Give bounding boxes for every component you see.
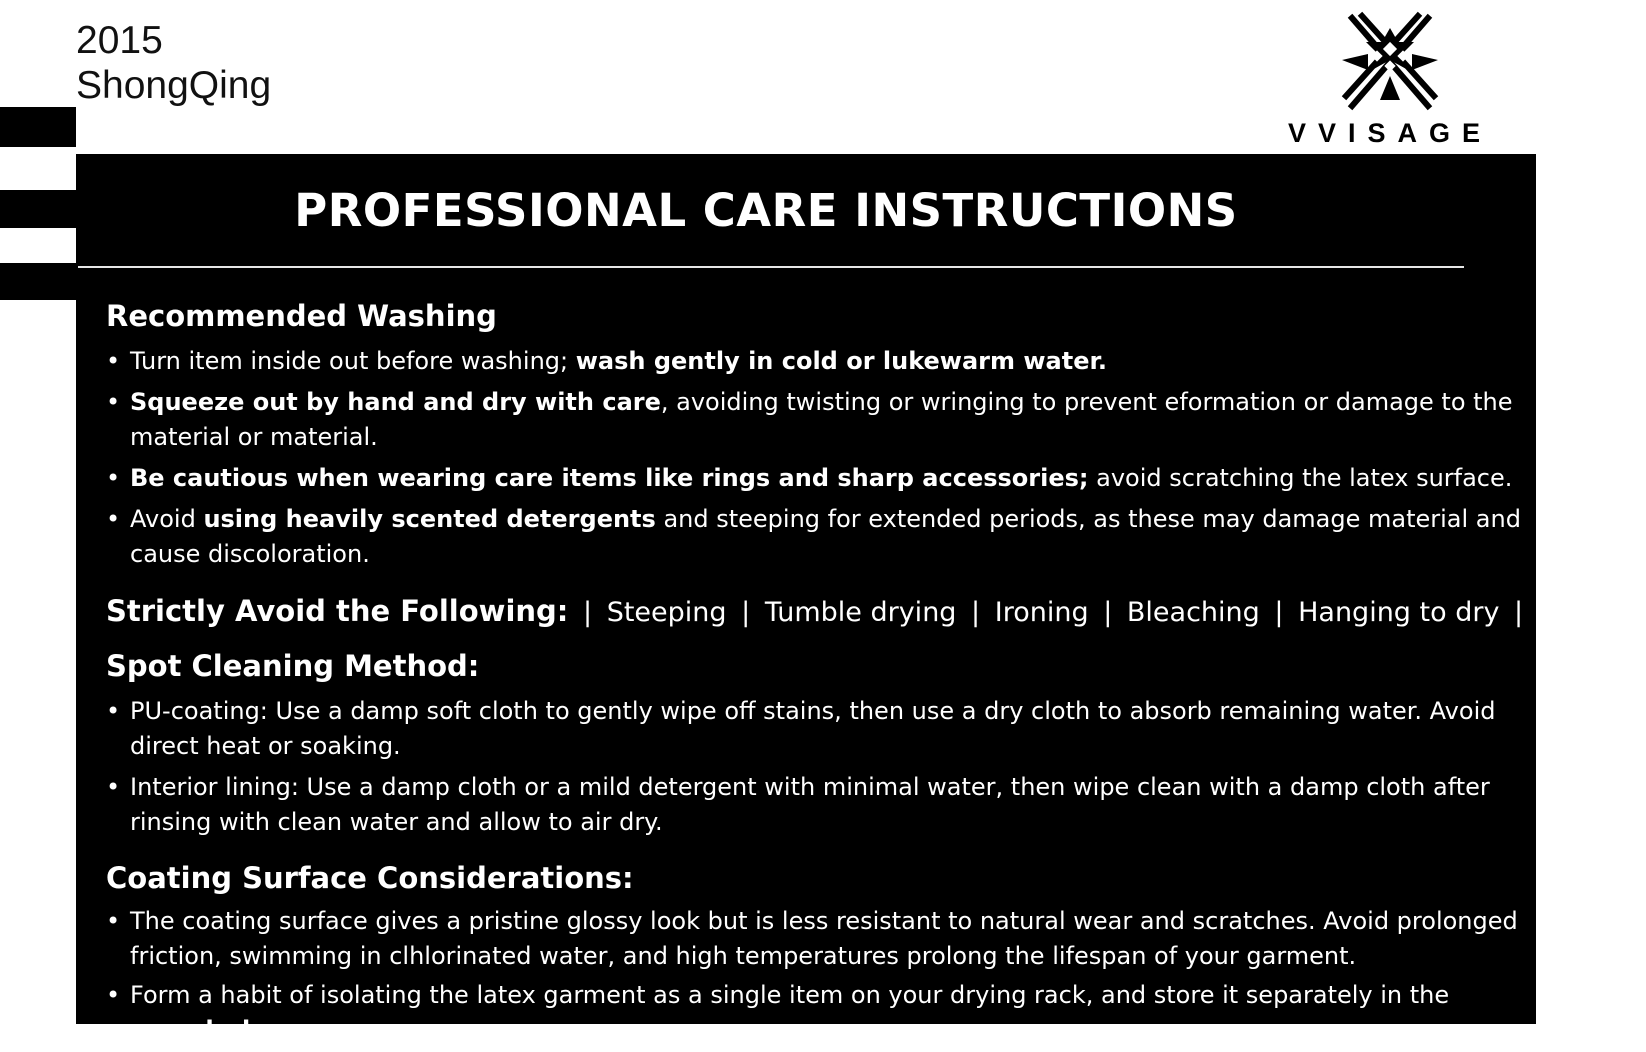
list-item xyxy=(106,461,1526,496)
avoid-item: Ironing xyxy=(994,597,1089,628)
list-item xyxy=(106,904,1526,974)
item-text: Form a habit of isolating the latex garment as a single item on your drying rack, and store it separately in the xyxy=(130,981,1450,1009)
separator: | xyxy=(971,597,981,628)
avoid-list xyxy=(106,588,1646,636)
list-item xyxy=(106,502,1526,572)
avoid-item: Tumble drying xyxy=(764,597,957,628)
page-title: PROFESSIONAL CARE INSTRUCTIONS xyxy=(294,184,1238,237)
item-text: , avoiding twisting or wringing to prevent eformation or damage to the material or material. xyxy=(130,388,1513,451)
coating-heading: Coating Surface Considerations: xyxy=(106,861,634,895)
item-emphasis: Squeeze out by hand and dry with care xyxy=(130,388,661,416)
separator: | xyxy=(1274,597,1284,628)
stripe-3 xyxy=(0,263,76,300)
item-text: Turn item inside out before washing; xyxy=(130,347,576,375)
separator: | xyxy=(741,597,751,628)
avoid-item: Twisting xyxy=(1537,597,1646,628)
header-location xyxy=(76,18,271,108)
washing-heading: Recommended Washing xyxy=(106,299,497,333)
avoid-item: Steeping xyxy=(606,597,727,628)
item-emphasis: using heavily scented detergents xyxy=(203,505,656,533)
separator: | xyxy=(1103,597,1113,628)
stripe-2 xyxy=(0,190,76,228)
spot-heading: Spot Cleaning Method: xyxy=(106,649,480,683)
avoid-label: Strictly Avoid the Following: xyxy=(106,594,569,628)
avoid-item: Hanging to dry xyxy=(1298,597,1500,628)
separator: | xyxy=(1514,597,1524,628)
brand-name: VVISAGE xyxy=(1287,118,1493,148)
care-panel xyxy=(76,154,1646,1044)
stripe-1 xyxy=(0,107,76,147)
care-content xyxy=(106,294,1646,1052)
item-text: Avoid xyxy=(130,505,204,533)
avoid-item: Bleaching xyxy=(1126,597,1260,628)
item-text: The coating surface gives a pristine glossy look but is less resistant to natural wear and scratches. Avoid prolonged friction, swimming in clhlorinated water, and high temperatures prolong the lifespan of your garment. xyxy=(130,907,1518,970)
item-emphasis: waredrobe. xyxy=(130,1016,285,1044)
star-burst-logo-icon xyxy=(1338,12,1442,112)
list-item: • PU-coating: Use a damp soft cloth to gently wipe off stains, then use a dry cloth to absorb remaining water. Avoid direct heat or soaking. xyxy=(106,694,1526,764)
item-text: avoid scratching the latex surface. xyxy=(1088,464,1513,492)
list-item: • Interior lining: Use a damp cloth or a mild detergent with minimal water, then wipe clean with a damp cloth after rinsing with clean water and allow to air dry. xyxy=(106,770,1526,840)
item-text: and steeping for extended periods, as these may damage material and cause discoloration. xyxy=(130,505,1521,568)
header-year: 2015 xyxy=(76,19,163,62)
list-item xyxy=(106,344,1526,379)
spot-list xyxy=(106,694,1526,840)
item-emphasis: Be cautious when wearing care items like rings and sharp accessories; xyxy=(130,464,1089,492)
coating-list xyxy=(106,904,1526,1048)
washing-list xyxy=(106,344,1526,572)
item-emphasis: wash gently in cold or lukewarm water. xyxy=(575,347,1108,375)
title-divider xyxy=(78,266,1464,268)
list-item xyxy=(106,978,1526,1048)
header-city: ShongQing xyxy=(76,64,272,107)
separator: | xyxy=(582,597,593,628)
brand-logo xyxy=(1270,12,1510,152)
list-item xyxy=(106,385,1526,455)
